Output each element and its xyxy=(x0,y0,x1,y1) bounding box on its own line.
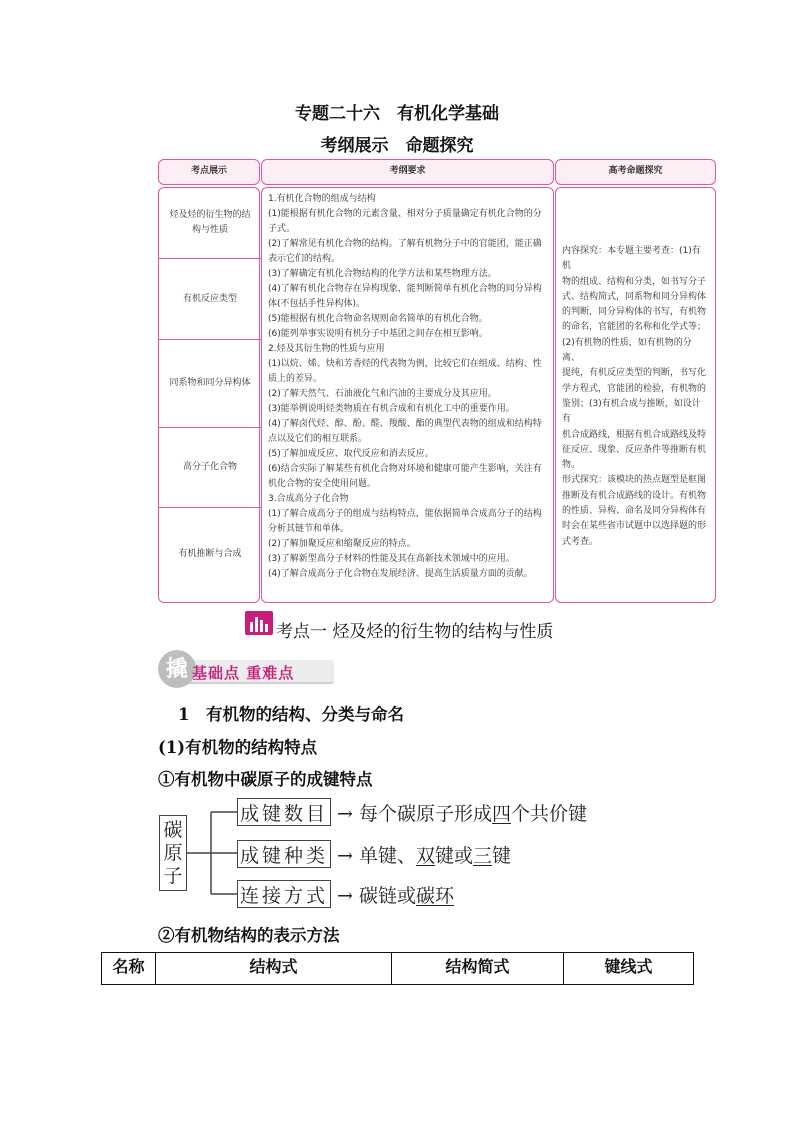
requirement-line: 2.烃及其衍生物的性质与应用 xyxy=(268,344,385,354)
requirement-line: 子式。 xyxy=(268,224,296,234)
outline-table xyxy=(158,159,716,603)
exploration-line: 内容探究：本专题主要考查：(1)有机 xyxy=(562,246,701,272)
banner-badge: 撬 xyxy=(158,650,196,688)
requirement-line: 分析其链节和单体。 xyxy=(268,524,350,534)
exploration-line: 的性质、异构、命名及同分异构体有 xyxy=(562,506,707,517)
requirement-line: (1)能根据有机化合物的元素含量、相对分子质量确定有机化合物的分 xyxy=(268,209,542,219)
requirement-line: 表示它们的结构。 xyxy=(268,254,341,264)
kaodian-icon xyxy=(245,611,273,635)
exploration-line: 征反应、现象、反应条件等推断有机 xyxy=(562,444,707,455)
requirement-line: (2)了解加聚反应和缩聚反应的特点。 xyxy=(268,539,416,549)
requirement-line: (6)结合实际了解某些有机化合物对环境和健康可能产生影响，关注有 xyxy=(268,464,542,474)
exploration-text xyxy=(562,244,709,550)
exploration-line: 形式探究：该模块的热点题型是框图 xyxy=(562,475,707,486)
heading-3: ①有机物中碳原子的成键特点 xyxy=(158,770,373,789)
requirement-line: 1.有机化合物的组成与结构 xyxy=(268,194,376,204)
requirement-line: (1)了解合成高分子的组成与结构特点，能依据简单合成高分子的结构 xyxy=(268,509,542,519)
connection-type-desc: → 碳链或碳环 xyxy=(337,885,454,907)
table-header-skeletal-formula: 键线式 xyxy=(604,957,653,976)
banner-label: 基础点 重难点 xyxy=(192,664,295,682)
outline-header-topics: 考点展示 xyxy=(158,159,260,185)
table-header-structural-formula: 结构式 xyxy=(156,953,392,984)
bond-count-desc: → 每个碳原子形成四个共价键 xyxy=(337,803,588,825)
table-header-name: 名称 xyxy=(102,953,156,984)
exploration-line: 机合成路线，根据有机合成路线及特 xyxy=(562,429,707,440)
topic-cell: 烃及烃的衍生物的结构与性质 xyxy=(159,188,261,259)
table-header-condensed-formula: 结构简式 xyxy=(392,953,564,984)
carbon-atom-box: 碳 原 子 xyxy=(159,815,187,891)
exploration-column xyxy=(555,187,716,603)
bracket-connector xyxy=(187,800,239,900)
topic-cell: 有机反应类型 xyxy=(159,259,261,340)
requirement-line: (2)了解天然气、石油液化气和汽油的主要成分及其应用。 xyxy=(268,389,497,399)
requirement-line: 体(不包括手性异构体)。 xyxy=(268,299,366,309)
requirement-line: (3)了解新型高分子材料的性能及其在高新技术领域中的应用。 xyxy=(268,554,515,564)
page-subtitle: 考纲展示 命题探究 xyxy=(320,136,474,156)
connection-type-box: 连接方式 xyxy=(237,880,331,908)
outline-header-requirements: 考纲要求 xyxy=(261,159,554,185)
heading-2: (1)有机物的结构特点 xyxy=(158,738,318,757)
requirement-line: (2)了解常见有机化合物的结构。了解有机物分子中的官能团，能正确 xyxy=(268,239,542,249)
requirement-line: (4)了解合成高分子化合物在发展经济、提高生活质量方面的贡献。 xyxy=(268,569,533,579)
bond-type-box: 成键种类 xyxy=(237,840,331,868)
exploration-line: 的命名，官能团的名称和化学式等； xyxy=(562,322,707,333)
heading-4: ②有机物结构的表示方法 xyxy=(158,926,340,945)
requirement-line: 机化合物的安全使用问题。 xyxy=(268,479,377,489)
topics-column xyxy=(158,187,260,603)
requirement-line: (3)了解确定有机化合物结构的化学方法和某些物理方法。 xyxy=(268,269,497,279)
basics-banner xyxy=(158,650,336,688)
structure-table xyxy=(101,952,694,985)
exploration-line: 鉴别；(3)有机合成与推断，如设计有 xyxy=(562,398,701,425)
exploration-line: 学方程式，官能团的检验，有机物的 xyxy=(562,383,707,394)
exploration-line: 物。 xyxy=(562,460,581,471)
requirement-line: 质上的差异。 xyxy=(268,374,323,384)
heading-1: 1 有机物的结构、分类与命名 xyxy=(178,705,404,724)
requirements-list xyxy=(268,192,549,582)
requirement-line: (5)能根据有机化合物命名规则命名简单的有机化合物。 xyxy=(268,314,488,324)
topic-cell: 有机推断与合成 xyxy=(178,549,242,559)
bond-type-desc: → 单键、双键或三键 xyxy=(337,845,512,867)
exploration-line: 推断及有机合成路线的设计。有机物 xyxy=(562,490,707,501)
requirement-line: (6)能列举事实说明有机分子中基团之间存在相互影响。 xyxy=(268,329,488,339)
requirement-line: (3)能举例说明烃类物质在有机合成和有机化工中的重要作用。 xyxy=(268,404,515,414)
exploration-line: 物的组成、结构和分类，如书写分子 xyxy=(562,276,707,287)
topic-cell: 高分子化合物 xyxy=(159,428,261,508)
exploration-line: (2)有机物的性质，如有机物的分离、 xyxy=(562,337,692,364)
bond-count-box: 成键数目 xyxy=(237,798,331,826)
exploration-line: 时会在某些省市试题中以选择题的形 xyxy=(562,521,707,532)
topic-cell: 同系物和同分异构体 xyxy=(159,340,261,428)
page-title: 专题二十六 有机化学基础 xyxy=(295,104,499,124)
exploration-line: 式考查。 xyxy=(562,536,599,547)
exploration-line: 的判断，同分异构体的书写，有机物 xyxy=(562,307,707,318)
outline-header-exploration: 高考命题探究 xyxy=(555,159,716,185)
requirement-line: (1)以烷、烯、炔和芳香烃的代表物为例，比较它们在组成、结构、性 xyxy=(268,359,542,369)
requirement-line: 3.合成高分子化合物 xyxy=(268,494,349,504)
exploration-line: 式、结构简式，同系物和同分异构体 xyxy=(562,291,707,302)
requirements-column xyxy=(261,187,554,603)
section-title: 考点一 烃及烃的衍生物的结构与性质 xyxy=(276,622,554,642)
requirement-line: (4)了解卤代烃、醇、酚、醛、羧酸、酯的典型代表物的组成和结构特 xyxy=(268,419,542,429)
requirement-line: 点以及它们的相互联系。 xyxy=(268,434,368,444)
requirement-line: (5)了解加成反应、取代反应和消去反应。 xyxy=(268,449,434,459)
requirement-line: (4)了解有机化合物存在异构现象，能判断简单有机化合物的同分异构 xyxy=(268,284,542,294)
exploration-line: 提纯，有机反应类型的判断，书写化 xyxy=(562,368,707,379)
